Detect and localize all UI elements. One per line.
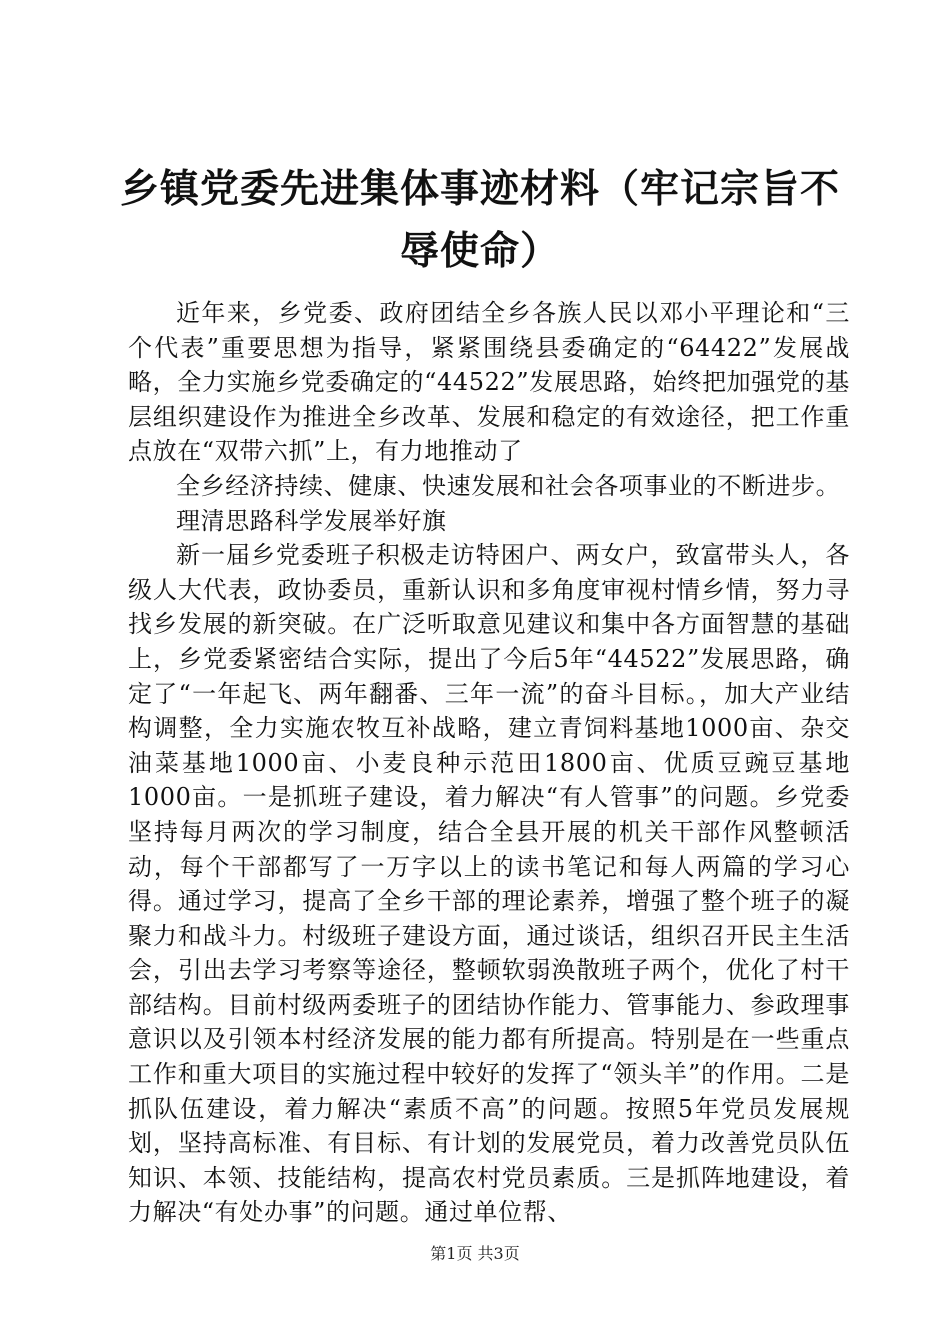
paragraph-continuation: 全乡经济持续、健康、快速发展和社会各项事业的不断进步。 — [176, 471, 841, 500]
section-heading: 理清思路科学发展举好旗 — [176, 506, 447, 535]
paragraph-intro: 近年来，乡党委、政府团结全乡各族人民以邓小平理论和“三个代表”重要思想为指导，紧紧围绕县委确定的“64422”发展战略，全力实施乡党委确定的“44522”发展思路，始终把加强党的基层组织建设作为推进全乡改革、发展和稳定的有效途径，把工作重点放在“双带六抓”上，有力地推动了 — [128, 299, 850, 466]
paragraph-main: 新一届乡党委班子积极走访特困户、两女户，致富带头人，各级人大代表，政协委员，重新认识和多角度审视村情乡情，努力寻找乡发展的新突破。在广泛听取意见建议和集中各方面智慧的基础上，乡党委紧密结合实际，提出了今后5年“44522”发展思路，确定了“一年起飞、两年翻番、三年一流”的奋斗目标。，加大产业结构调整，全力实施农牧互补战略，建立青饲料基地1000亩、杂交油菜基地1000亩、小麦良种示范田1800亩、优质豆豌豆基地1000亩。一是抓班子建设，着力解决“有人管事”的问题。乡党委坚持每月两次的学习制度，结合全县开展的机关干部作风整顿活动，每个干部都写了一万字以上的读书笔记和每人两篇的学习心得。通过学习，提高了全乡干部的理论素养，增强了整个班子的凝聚力和战斗力。村级班子建设方面，通过谈话，组织召开民主生活会，引出去学习考察等途径，整顿软弱涣散班子两个，优化了村干部结构。目前村级两委班子的团结协作能力、管事能力、参政理事意识以及引领本村经济发展的能力都有所提高。特别是在一些重点工作和重大项目的实施过程中较好的发挥了“领头羊”的作用。二是抓队伍建设，着力解决“素质不高”的问题。按照5年党员发展规划，坚持高标准、有目标、有计划的发展党员，着力改善党员队伍知识、本领、技能结构，提高农村党员素质。三是抓阵地建设，着力解决“有处办事”的问题。通过单位帮、 — [128, 541, 850, 1227]
document-title: 乡镇党委先进集体事迹材料（牢记宗旨不辱使命） — [120, 166, 841, 274]
document-body — [128, 296, 850, 1230]
page-footer: 第1页 共3页 — [430, 1244, 520, 1263]
